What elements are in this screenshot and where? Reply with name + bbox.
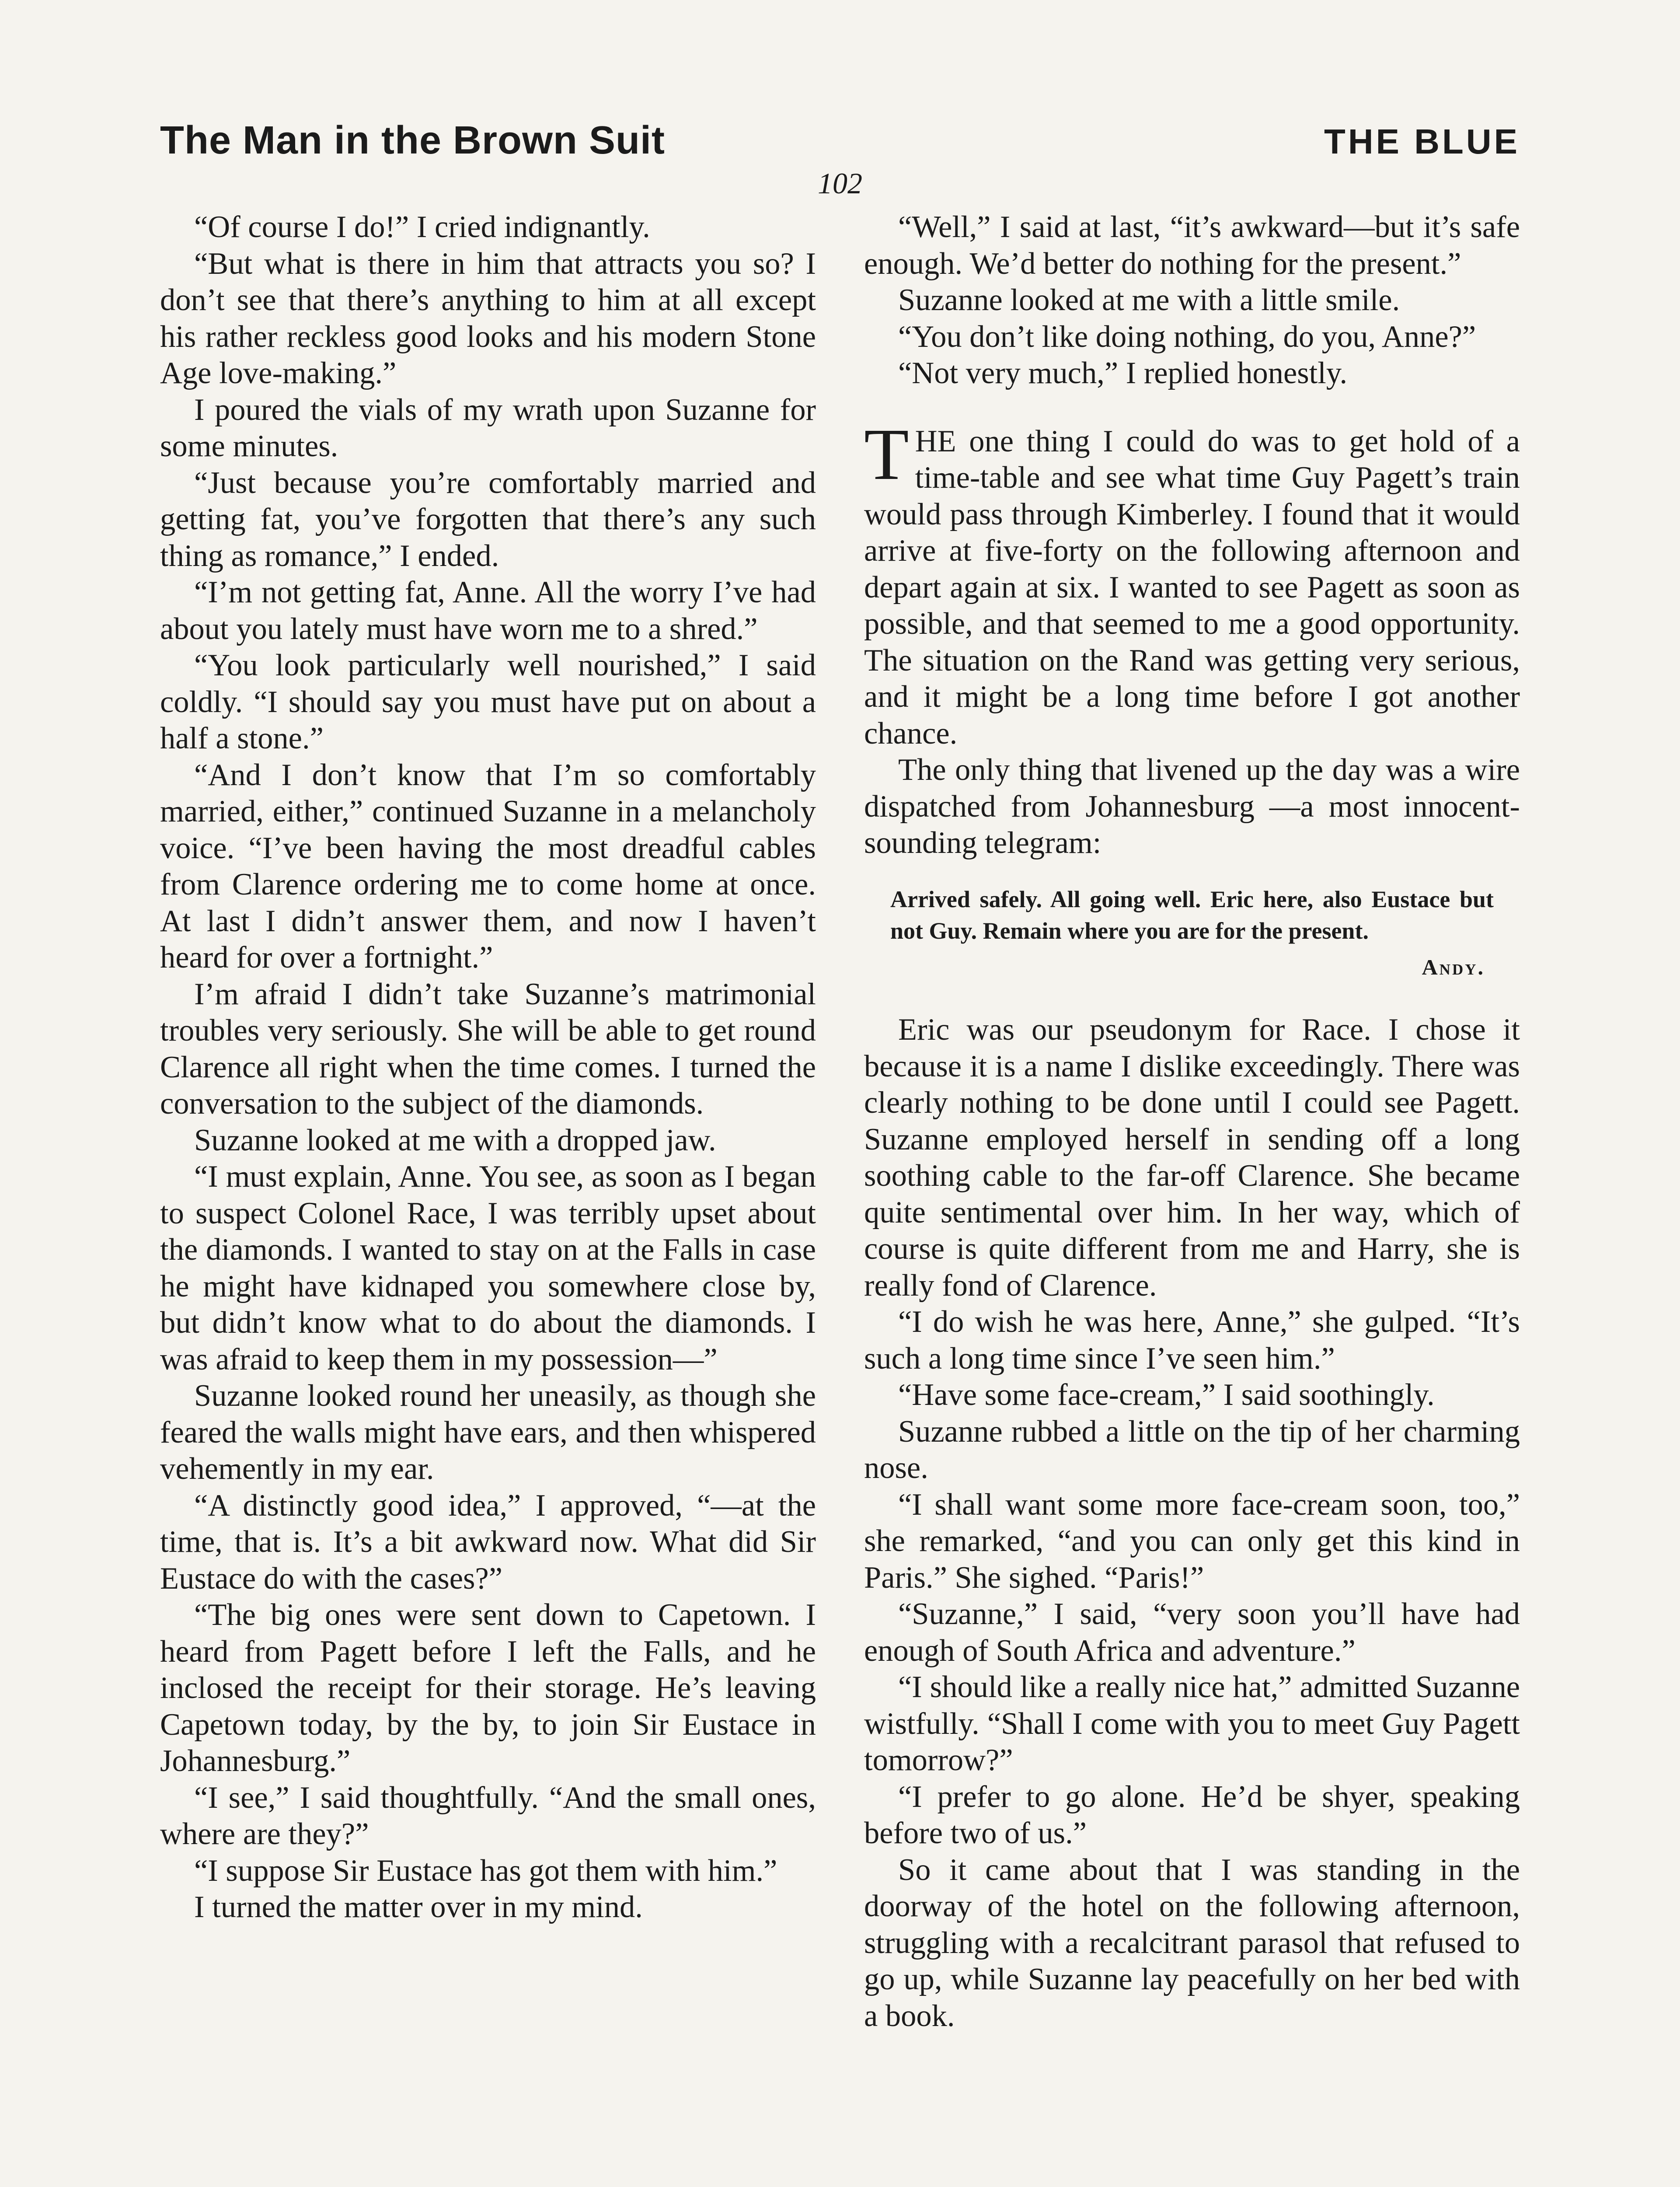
section-break (864, 392, 1520, 423)
paragraph: “I do wish he was here, Anne,” she gulped. “It’s such a long time since I’ve seen him.” (864, 1305, 1520, 1376)
paragraph: “The big ones were sent down to Capetown. I heard from Pagett before I left the Falls, and he inclosed the receipt for their storage. He’s leaving Capetown today, by the by, to join Sir Eustace in Johannesburg.” (160, 1598, 816, 1778)
paragraph: Suzanne looked at me with a little smile. (898, 283, 1400, 317)
section-opening-text: HE one thing I could do was to get hold of a time-table and see what time Guy Pagett’s train would pass through Kimberley. I found that it would arrive at five-forty on the following afternoon and depart again at six. I wanted to see Pagett as soon as possible, and that seemed to me a good opportunity. The situation on the Rand was getting very serious, and it might be a long time before I got another chance. (864, 424, 1520, 751)
paragraph: I poured the vials of my wrath upon Suzanne for some minutes. (160, 392, 816, 463)
paragraph: “A distinctly good idea,” I approved, “—at the time, that is. It’s a bit awkward now. What did Sir Eustace do with the cases?” (160, 1488, 816, 1596)
paragraph: “I must explain, Anne. You see, as soon as I began to suspect Colonel Race, I was terribly upset about the diamonds. I wanted to stay on at the Falls in case he might have kidnaped you somewhere close by, but didn’t know what to do about the diamonds. I was afraid to keep them in my possession—” (160, 1160, 816, 1376)
paragraph: “But what is there in him that attracts you so? I don’t see that there’s anything to him at all except his rather reckless good looks and his modern Stone Age love-making.” (160, 246, 816, 390)
left-column (160, 209, 816, 1926)
telegram-text: Arrived safely. All going well. Eric here, also Eustace but not Guy. Remain where you are for the present. (890, 886, 1494, 944)
right-column (864, 209, 1520, 2034)
paragraph: “And I don’t know that I’m so comfortably married, either,” continued Suzanne in a melancholy voice. “I’ve been having the most dreadful cables from Clarence ordering me to come home at once. At last I didn’t answer them, and now I haven’t heard for over a fortnight.” (160, 758, 816, 975)
telegram-signature: Andy. (1422, 954, 1485, 979)
section-opening-paragraph (864, 413, 1520, 752)
paragraph: I turned the matter over in my mind. (194, 1890, 643, 1924)
paragraph: “Not very much,” I replied honestly. (898, 356, 1348, 390)
drop-cap: T (864, 413, 909, 495)
spacer (864, 985, 1520, 1012)
paragraph: “Of course I do!” I cried indignantly. (194, 210, 650, 244)
paragraph: I’m afraid I didn’t take Suzanne’s matrimonial troubles very seriously. She will be able to get round Clarence all right when the time comes. I turned the conversation to the subject of the diamonds. (160, 977, 816, 1121)
magazine-name: THE BLUE (1324, 122, 1520, 161)
paragraph: “I shall want some more face-cream soon, too,” she remarked, “and you can only get this kind in Paris.” She sighed. “Paris!” (864, 1487, 1520, 1595)
paragraph: Suzanne looked at me with a dropped jaw. (194, 1123, 716, 1157)
paragraph: Eric was our pseudonym for Race. I chose it because it is a name I dislike exceedingly. There was clearly nothing to be done until I could see Pagett. Suzanne employed herself in sending off a long soothing cable to the far-off Clarence. She became quite sentimental over him. In her way, which of course is quite different from me and Harry, she is really fond of Clarence. (864, 1013, 1520, 1303)
paragraph: So it came about that I was standing in the doorway of the hotel on the following afternoon, struggling with a recalcitrant parasol that refused to go up, while Suzanne lay peacefully on her bed with a book. (864, 1852, 1520, 2033)
paragraph: “Suzanne,” I said, “very soon you’ll have had enough of South Africa and adventure.” (864, 1597, 1520, 1668)
paragraph: “I’m not getting fat, Anne. All the worry I’ve had about you lately must have worn me to a shred.” (160, 575, 816, 646)
paragraph: “You look particularly well nourished,” I said coldly. “I should say you must have put on about a half a stone.” (160, 648, 816, 755)
paragraph: Suzanne looked round her uneasily, as though she feared the walls might have ears, and then whispered vehemently in my ear. (160, 1379, 816, 1486)
paragraph: “Have some face-cream,” I said soothingly. (898, 1378, 1435, 1412)
paragraph: “You don’t like doing nothing, do you, Anne?” (898, 319, 1476, 354)
paragraph: “I suppose Sir Eustace has got them with him.” (194, 1853, 777, 1888)
story-title: The Man in the Brown Suit (160, 119, 665, 162)
page-number: 102 (818, 167, 862, 200)
paragraph: “I should like a really nice hat,” admitted Suzanne wistfully. “Shall I come with you to meet Guy Pagett tomorrow?” (864, 1670, 1520, 1777)
paragraph: “Well,” I said at last, “it’s awkward—but it’s safe enough. We’d better do nothing for the present.” (864, 210, 1520, 281)
paragraph: “I see,” I said thoughtfully. “And the small ones, where are they?” (160, 1780, 816, 1851)
paragraph: “I prefer to go alone. He’d be shyer, speaking before two of us.” (864, 1779, 1520, 1850)
paragraph: The only thing that livened up the day was a wire dispatched from Johannesburg —a most innocent-sounding telegram: (864, 753, 1520, 860)
paragraph: Suzanne rubbed a little on the tip of her charming nose. (864, 1414, 1520, 1485)
paragraph: “Just because you’re comfortably married and getting fat, you’ve forgotten that there’s any such thing as romance,” I ended. (160, 465, 816, 573)
